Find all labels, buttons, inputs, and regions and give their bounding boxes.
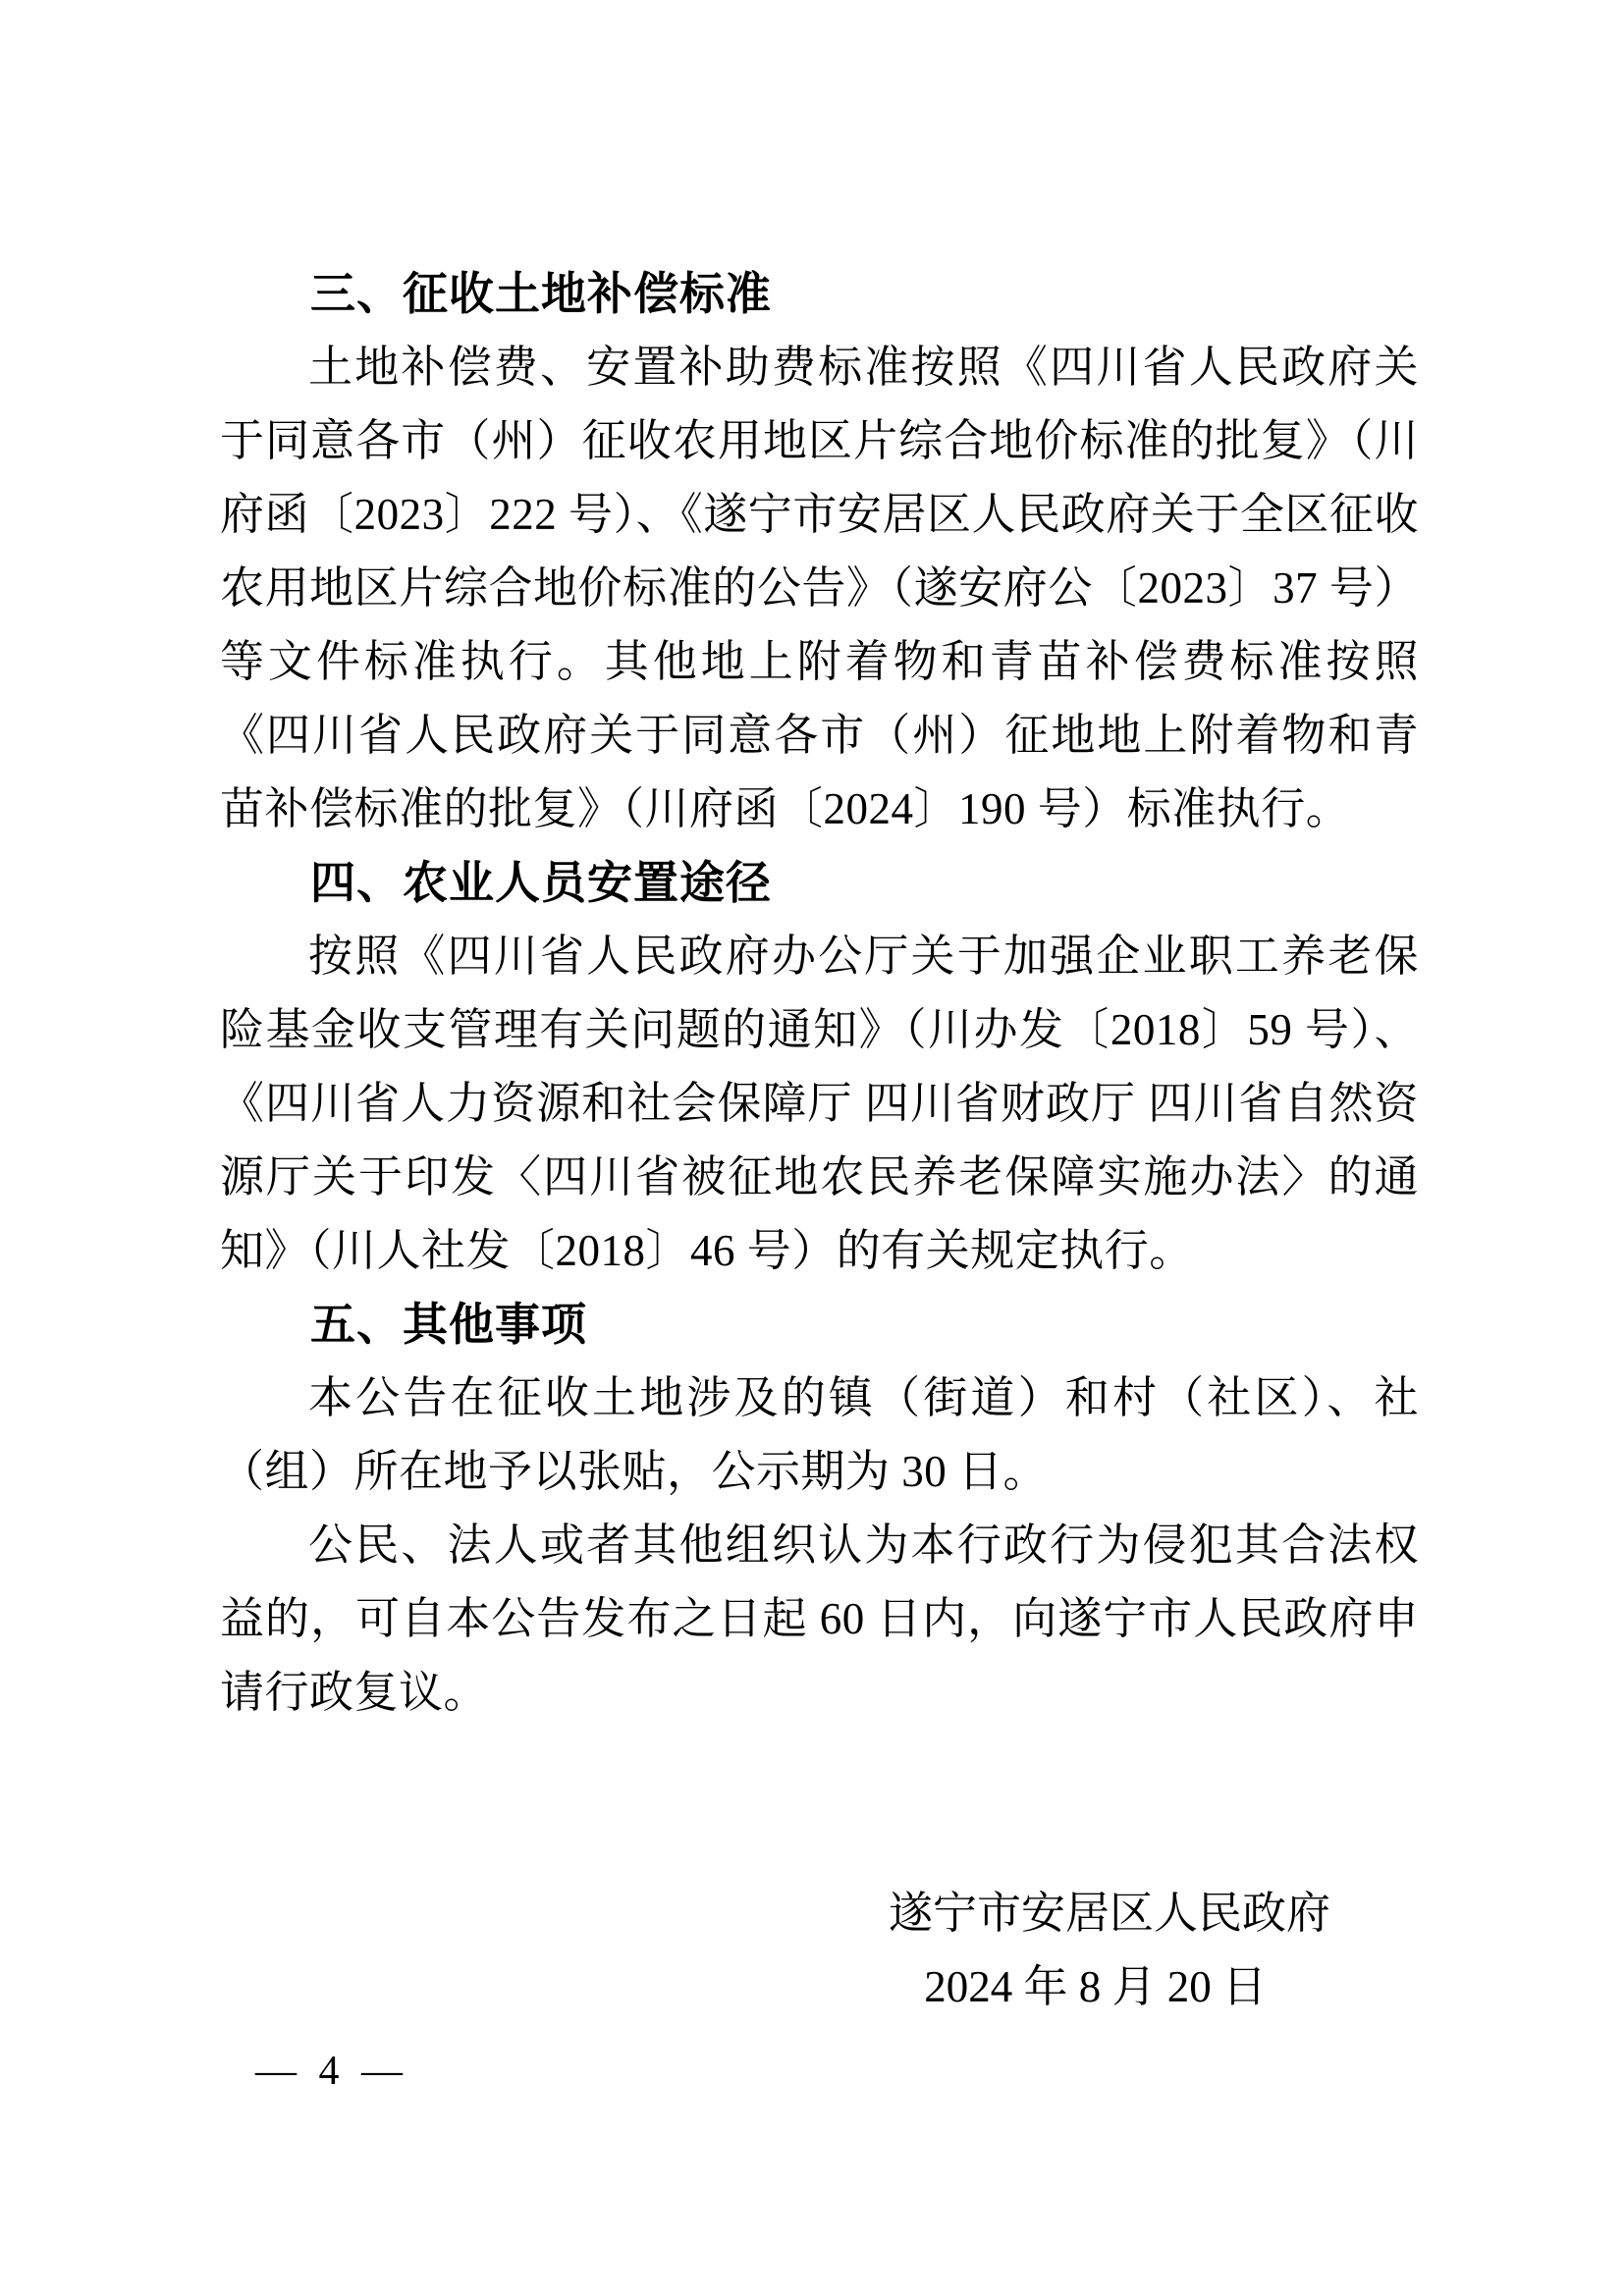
section-heading: 五、其他事项 bbox=[310, 1299, 587, 1350]
page-number: — 4 — bbox=[255, 2049, 408, 2094]
paragraph: 本公告在征收土地涉及的镇（街道）和村（社区）、社（组）所在地予以张贴，公示期为 30 日。 bbox=[220, 1373, 1419, 1496]
paragraph: 土地补偿费、安置补助费标准按照《四川省人民政府关于同意各市（州）征收农用地区片综合地价标准的批复》（川府函〔2023〕222 号）、《遂宁市安居区人民政府关于全区征收农用地区片综合地价标准的公告》（遂安府公〔2023〕37 号）等文件标准执行。其他地上附着物和青苗补偿费标准按照《四川省人民政府关于同意各市（州）征地地上附着物和青苗补偿标准的批复》（川府函〔2024〕190 号）标准执行。 bbox=[220, 343, 1419, 833]
paragraph: 按照《四川省人民政府办公厅关于加强企业职工养老保险基金收支管理有关问题的通知》（川办发〔2018〕59 号）、《四川省人力资源和社会保障厅 四川省财政厅 四川省自然资源厅关于印发〈四川省被征地农民养老保障实施办法〉的通知》（川人社发〔2018〕46 号）的有关规定执行。 bbox=[220, 932, 1419, 1275]
paragraph: 公民、法人或者其他组织认为本行政行为侵犯其合法权益的，可自本公告发布之日起 60 日内，向遂宁市人民政府申请行政复议。 bbox=[220, 1521, 1419, 1717]
signature-block bbox=[220, 1877, 1419, 2024]
issue-date: 2024 年 8 月 20 日 bbox=[924, 1962, 1267, 2011]
section-agricultural-resettlement bbox=[220, 846, 1419, 1288]
section-heading: 四、农业人员安置途径 bbox=[310, 857, 772, 908]
section-land-compensation-standard bbox=[220, 257, 1419, 846]
section-other-matters bbox=[220, 1288, 1419, 1730]
section-heading: 三、征收土地补偿标准 bbox=[310, 268, 772, 319]
issuer-signature: 遂宁市安居区人民政府 bbox=[888, 1889, 1330, 1938]
document-page bbox=[220, 257, 1419, 2024]
